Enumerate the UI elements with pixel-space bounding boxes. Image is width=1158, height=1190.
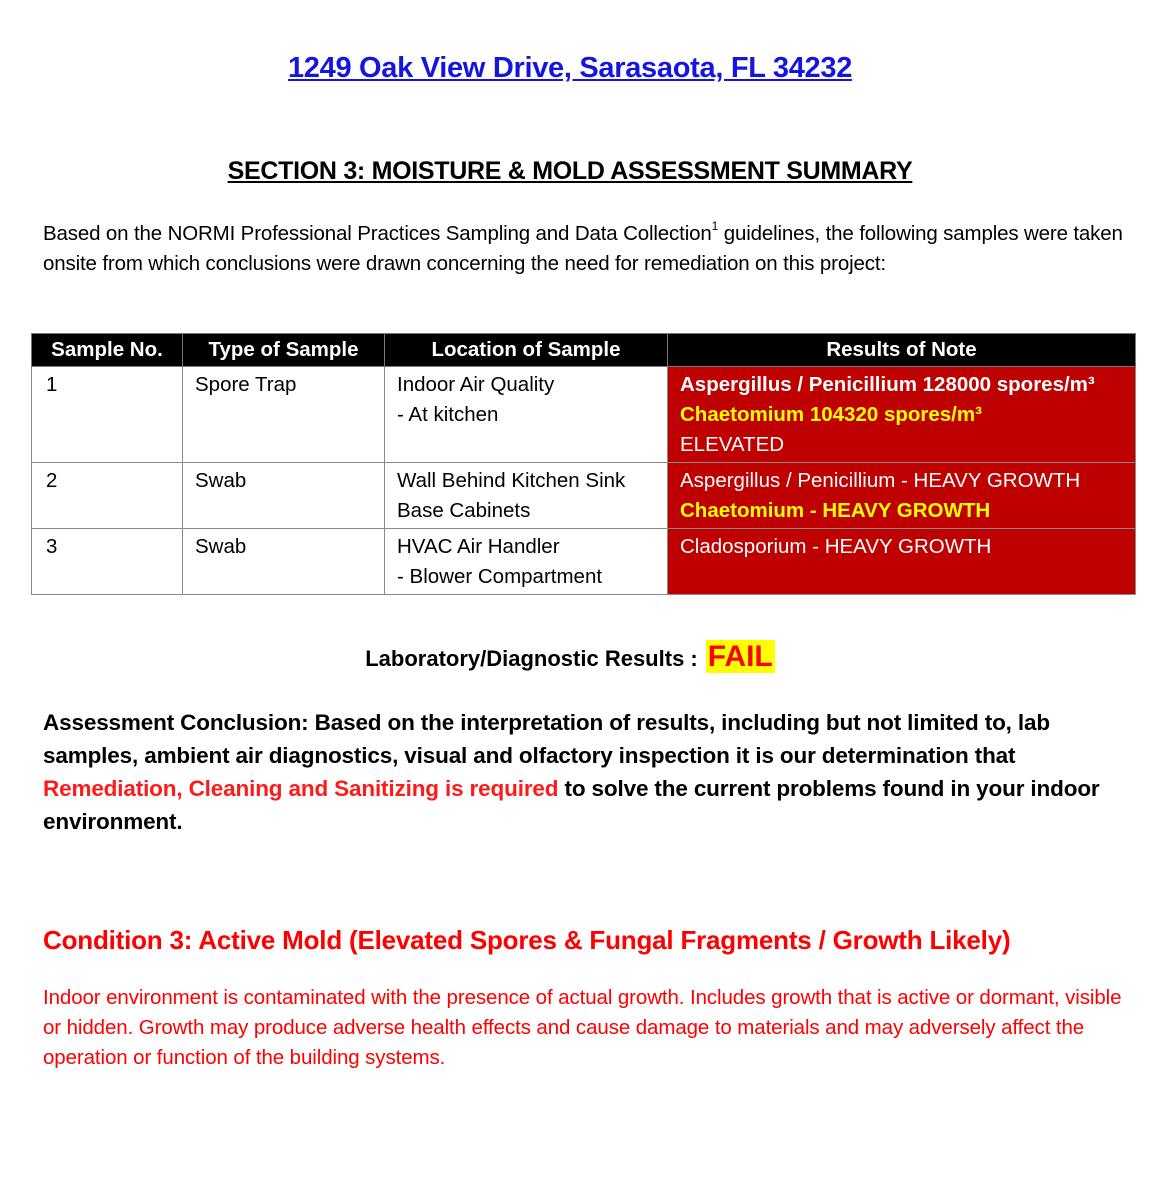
location-line: Base Cabinets <box>397 499 531 522</box>
result-line: Aspergillus / Penicillium 128000 spores/m³ <box>680 373 1095 396</box>
intro-text-part1: Based on the NORMI Professional Practices Sampling and Data Collection <box>43 221 712 245</box>
conclusion-text-part1: Assessment Conclusion: Based on the interpretation of results, including but not limited to, lab samples, ambient air diagnostics, visual and olfactory inspection it is our determination that <box>43 710 1050 768</box>
location-line: Wall Behind Kitchen Sink <box>397 469 626 492</box>
sample-location-cell <box>385 463 668 529</box>
intro-text-part2: guidelines, the following samples were taken onsite from which conclusions were drawn concerning the need for remediation on this project: <box>43 221 1123 275</box>
lab-results-fail-badge: FAIL <box>707 640 773 673</box>
conclusion-highlight: Remediation, Cleaning and Sanitizing is required <box>43 776 559 801</box>
result-line: ELEVATED <box>680 433 785 456</box>
location-line: Indoor Air Quality <box>397 373 555 396</box>
header-type-of-sample: Type of Sample <box>183 334 385 367</box>
header-location-of-sample: Location of Sample <box>385 334 668 367</box>
table-row <box>32 529 1136 595</box>
table-header-row <box>32 334 1136 367</box>
sample-location-cell <box>385 367 668 463</box>
lab-results-label: Laboratory/Diagnostic Results : <box>365 646 698 671</box>
result-line: Cladosporium - HEAVY GROWTH <box>680 535 992 558</box>
header-results-of-note: Results of Note <box>668 334 1136 367</box>
conclusion-text-part2: to solve the current problems found in your indoor environment. <box>43 776 1100 834</box>
condition-description: Indoor environment is contaminated with the presence of actual growth. Includes growth that is active or dormant, visible or hidden. Growth may produce adverse health effects and cause damage to materials and may adversely affect the operation or function of the building systems. <box>43 986 1122 1069</box>
table-row <box>32 463 1136 529</box>
results-cell <box>668 367 1136 463</box>
sample-no-cell: 2 <box>32 463 183 529</box>
section-title: SECTION 3: MOISTURE & MOLD ASSESSMENT SUMMARY <box>227 157 913 185</box>
table-row <box>32 367 1136 463</box>
location-line: - Blower Compartment <box>397 565 603 588</box>
result-line: Chaetomium - HEAVY GROWTH <box>680 499 991 522</box>
sample-no-cell: 3 <box>32 529 183 595</box>
property-address-link[interactable]: 1249 Oak View Drive, Sarasaota, FL 34232 <box>287 52 853 84</box>
assessment-conclusion <box>43 706 1123 838</box>
location-line: - At kitchen <box>397 403 499 426</box>
sample-no-cell: 1 <box>32 367 183 463</box>
result-line: Chaetomium 104320 spores/m³ <box>680 403 982 426</box>
location-line: HVAC Air Handler <box>397 535 560 558</box>
sample-type-cell: Swab <box>183 529 385 595</box>
result-line: Aspergillus / Penicillium - HEAVY GROWTH <box>680 469 1081 492</box>
lab-results-line <box>0 640 1140 674</box>
sample-type-cell: Swab <box>183 463 385 529</box>
results-cell <box>668 463 1136 529</box>
results-cell <box>668 529 1136 595</box>
intro-paragraph <box>43 213 1123 279</box>
sample-location-cell <box>385 529 668 595</box>
header-sample-no: Sample No. <box>32 334 183 367</box>
condition-title: Condition 3: Active Mold (Elevated Spores & Fungal Fragments / Growth Likely) <box>43 925 1011 955</box>
footnote-marker: 1 <box>711 219 719 233</box>
samples-table <box>31 333 1136 595</box>
sample-type-cell: Spore Trap <box>183 367 385 463</box>
